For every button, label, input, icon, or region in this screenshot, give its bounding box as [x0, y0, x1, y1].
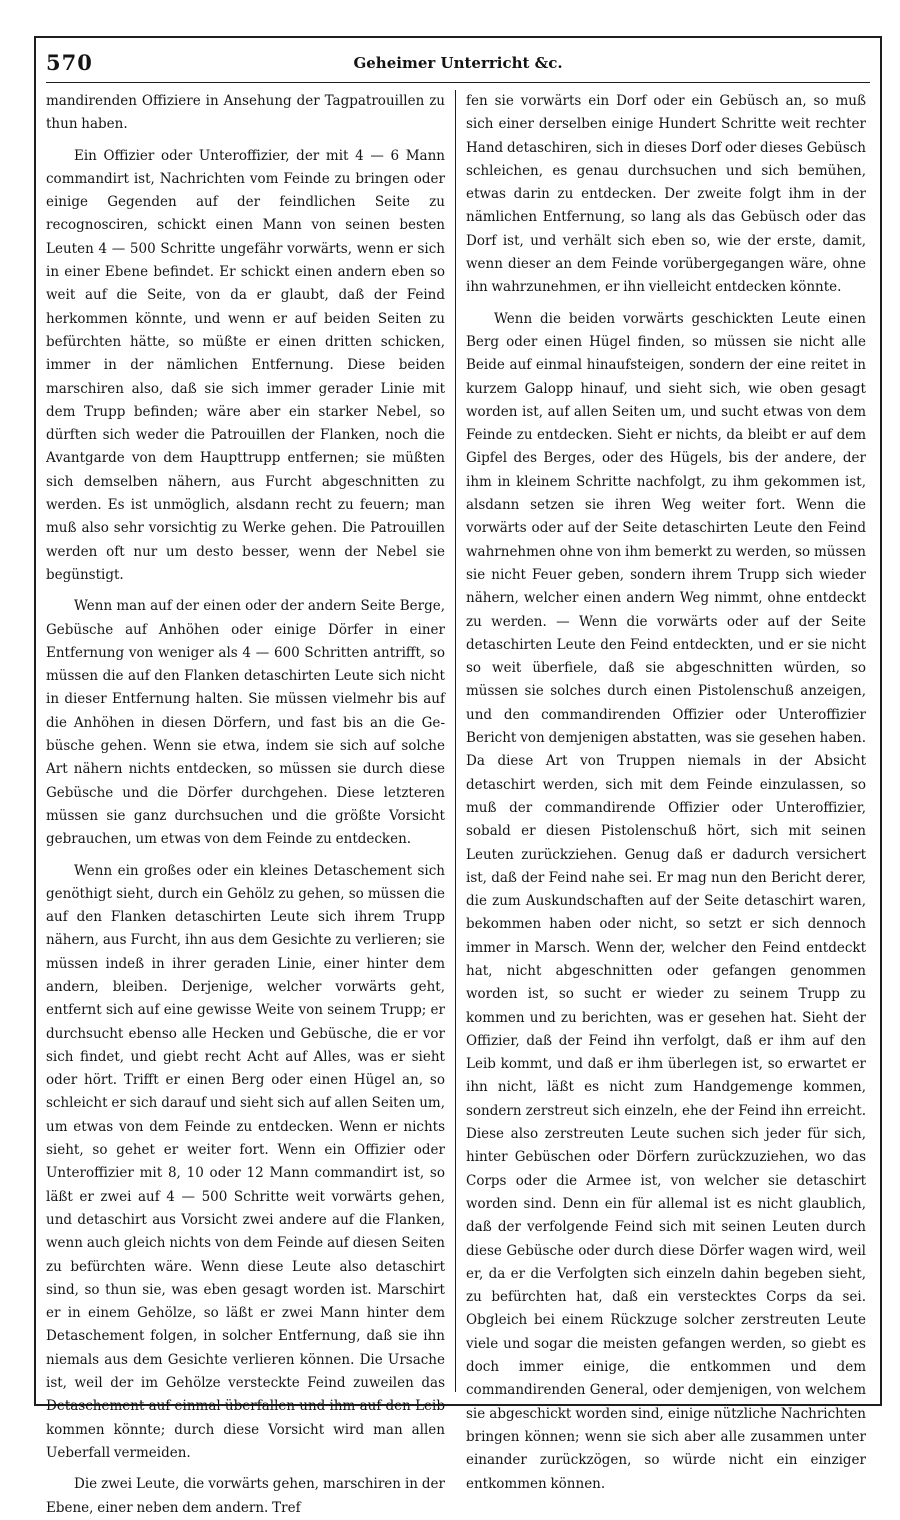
text-columns [46, 90, 870, 1516]
paragraph: Ein Offizier oder Unteroffizier, der mit 4 — 6 Mann commandirt ist, Nachrichten vom Feinde zu bringen oder einige Gegenden auf der feindlichen Seite zu recognosciren, schickt einen Mann von seinen besten Leuten 4 — 500 Schritte ungefähr vorwärts, wenn er sich in einer Ebene befindet. Er schickt einen andern eben so weit auf die Seite, von da er glaubt, daß der Feind herkommen könnte, und wenn er auf beiden Seiten zu befürchten hätte, so müßte er einen dritten schicken, immer in der nämlichen Entfernung. Diese beiden marschiren also, daß sie sich immer gerader Linie mit dem Trupp befinden; wäre aber ein starker Nebel, so dürften sich weder die Patrouillen der Flanken, noch die Avantgarde von dem Haupttrupp entfernen; sie müßten sich demselben nähern, aus Furcht abgeschnitten zu werden. Es ist unmöglich, alsdann recht zu feuern; man muß also sehr vorsichtig zu Werke gehen. Die Patrouillen werden oft nur um desto besser, wenn der Nebel sie begünstigt. [46, 147, 445, 583]
page-number: 570 [46, 50, 93, 75]
printed-page [34, 36, 882, 1516]
header-rule [46, 82, 870, 83]
paragraph: Die zwei Leute, die vorwärts gehen, marschiren in der Ebene, einer neben dem andern. Tref [46, 1476, 445, 1516]
paragraph: mandirenden Offiziere in Ansehung der Tagpatrouillen zu thun haben. [46, 93, 445, 133]
paragraph: Wenn man auf der einen oder der andern Seite Berge, Gebüsche auf Anhöhen oder einige Dörfer in einer Entfernung von weniger als 4 — 600 Schritten antrifft, so müssen die auf den Flanken detaschirten Leute sich nicht in dieser Entfernung halten. Sie müssen vielmehr bis auf die Anhöhen in diesen Dörfern, und fast bis an die Gebüsche gehen. Wenn sie etwa, indem sie sich auf solche Art nähern nichts entdecken, so müssen sie durch diese Gebüsche und die Dörfer durchgehen. Diese letzteren müssen sie ganz durchsuchen und die größte Vorsicht gebrauchen, um etwas von dem Feinde zu entdecken. [46, 598, 445, 848]
paragraph: Wenn ein großes oder ein kleines Detaschement sich genöthigt sieht, durch ein Gehölz zu gehen, so müssen die auf den Flanken detaschirten Leute sich ihrem Trupp nähern, aus Furcht, ihn aus dem Gesichte zu verlieren; sie müssen indeß in ihrer geraden Linie, einer hinter dem andern, bleiben. Derjenige, welcher vorwärts geht, entfernt sich auf eine gewisse Weite von seinem Trupp; er durchsucht ebenso alle Hecken und Gebüsche, die er vor sich findet, und giebt recht Acht auf Alles, was er sieht oder hört. Trifft er einen Berg oder einen Hügel an, so schleicht er sich darauf und sieht sich auf allen Seiten um, um etwas von dem Feinde zu entdecken. Wenn er nichts sieht, so gehet er weiter fort. Wenn ein Offizier oder Unteroffizier mit 8, 10 oder 12 Mann commandirt ist, so läßt er zwei auf 4 — 500 Schritte weit vorwärts gehen, und detaschirt aus Vorsicht zwei andere auf die Flanken, wenn auch gleich nichts von dem Feinde auf diesen Seiten zu befürchten wäre. Wenn diese Leute also detaschirt sind, so thun sie, was eben gesagt worden ist. Marschirt er in einem Gehölze, so läßt er zwei Mann hinter dem Detaschement folgen, in solcher Entfernung, daß sie ihn niemals aus dem Gesichte verlieren können. Die Ursache ist, weil der im Gehölze versteckte Feind zuweilen das Detaschement auf einmal überfallen und ihm auf den Leib kommen könnte; durch diese Vorsicht wird man allen Ueberfall vermeiden. [46, 862, 445, 1461]
right-column [466, 90, 866, 1492]
page-header [36, 46, 880, 80]
paragraph: Wenn die beiden vorwärts geschickten Leute einen Berg oder einen Hügel finden, so müssen sie nicht alle Beide auf einmal hinaufsteigen, sondern der eine reitet in kurzem Galopp hinauf, und sieht sich, wie oben gesagt worden ist, auf allen Seiten um, und sucht etwas von dem Feinde zu entdecken. Sieht er nichts, da bleibt er auf dem Gipfel des Berges, oder des Hügels, bis der andere, der ihm in kleinem Schritte nachfolgt, zu ihm gekommen ist, alsdann setzen sie ihren Weg weiter fort. Wenn die vorwärts oder auf der Seite detaschirten Leute den Feind wahrnehmen ohne von ihm bemerkt zu werden, so müssen sie nicht Feuer geben, sondern ihrem Trupp sich wieder nähern, welcher einen andern Weg nimmt, ohne entdeckt zu werden. — Wenn die vorwärts oder auf der Seite detaschirten Leute den Feind entdeckten, und er sie nicht so weit überfiele, daß sie abgeschnitten würden, so müssen sie solches durch einen Pistolenschuß anzeigen, und den commandirenden Offizier oder Unteroffizier Bericht von demjenigen abstatten, was sie gesehen haben. Da diese Art von Truppen niemals in der Absicht detaschirt werden, sich mit dem Feinde einzulassen, so muß der commandirende Offizier oder Unteroffizier, sobald er diesen Pistolenschuß hört, sich mit seinen Leuten zurückziehen. Genug daß er dadurch versichert ist, daß der Feind nahe sei. Er mag nun den Bericht derer, die zum Auskundschaften auf der Seite detaschirt waren, bekommen haben oder nicht, so setzt er sich dennoch immer in Marsch. Wenn der, welcher den Feind entdeckt hat, nicht abgeschnitten oder gefangen genommen worden ist, so sucht er wieder zu seinem Trupp zu kommen und zu berichten, was er gesehen hat. Sieht der Offizier, daß der Feind ihn verfolgt, daß er ihm auf den Leib kommt, und daß er ihm überlegen ist, so erwartet er ihn nicht, läßt es nicht zum Handgemenge kommen, sondern zerstreut sich einzeln, ehe der Feind ihn erreicht. Diese also zerstreuten Leute suchen sich jeder für sich, hinter Gebüschen oder Dörfern zurückzuziehen, wo das Corps oder die Armee ist, von welcher sie detaschirt worden sind. Denn ein für allemal ist es nicht glaublich, daß der verfolgende Feind sich mit seinen Leuten durch diese Gebüsche oder durch diese Dörfer wagen wird, weil er, da er die Verfolgten sich einzeln dahin begeben sieht, zu befürchten hat, daß ein verstecktes Corps da sei. Obgleich bei einem Rückzuge solcher zerstreuten Leute viele und sogar die meisten gefangen werden, so giebt es doch immer einige, die entkommen und dem commandirenden General, oder demjenigen, von welchem sie abgeschickt worden sind, einige nützliche Nachrichten bringen können; wenn sie sich aber alle zusammen unter einander zurückzögen, so würde nicht ein einziger entkommen können. [466, 310, 866, 1492]
left-column [46, 90, 445, 1516]
column-divider [455, 90, 456, 1392]
running-title: Geheimer Unterricht &c. [353, 54, 563, 72]
paragraph: fen sie vorwärts ein Dorf oder ein Gebüsch an, so muß sich einer derselben einige Hundert Schritte weit rechter Hand detaschiren, sich in dieses Dorf oder dieses Gebüsch schleichen, es genau durchsuchen und sich bemühen, etwas darin zu entdecken. Der zweite folgt ihm in der nämlichen Entfernung, so lang als das Gebüsch oder das Dorf ist, und verhält sich eben so, wie der erste, damit, wenn dieser an dem Feinde vorübergegangen wäre, ohne ihn wahrzunehmen, er ihn vielleicht entdecken könnte. [466, 93, 866, 296]
